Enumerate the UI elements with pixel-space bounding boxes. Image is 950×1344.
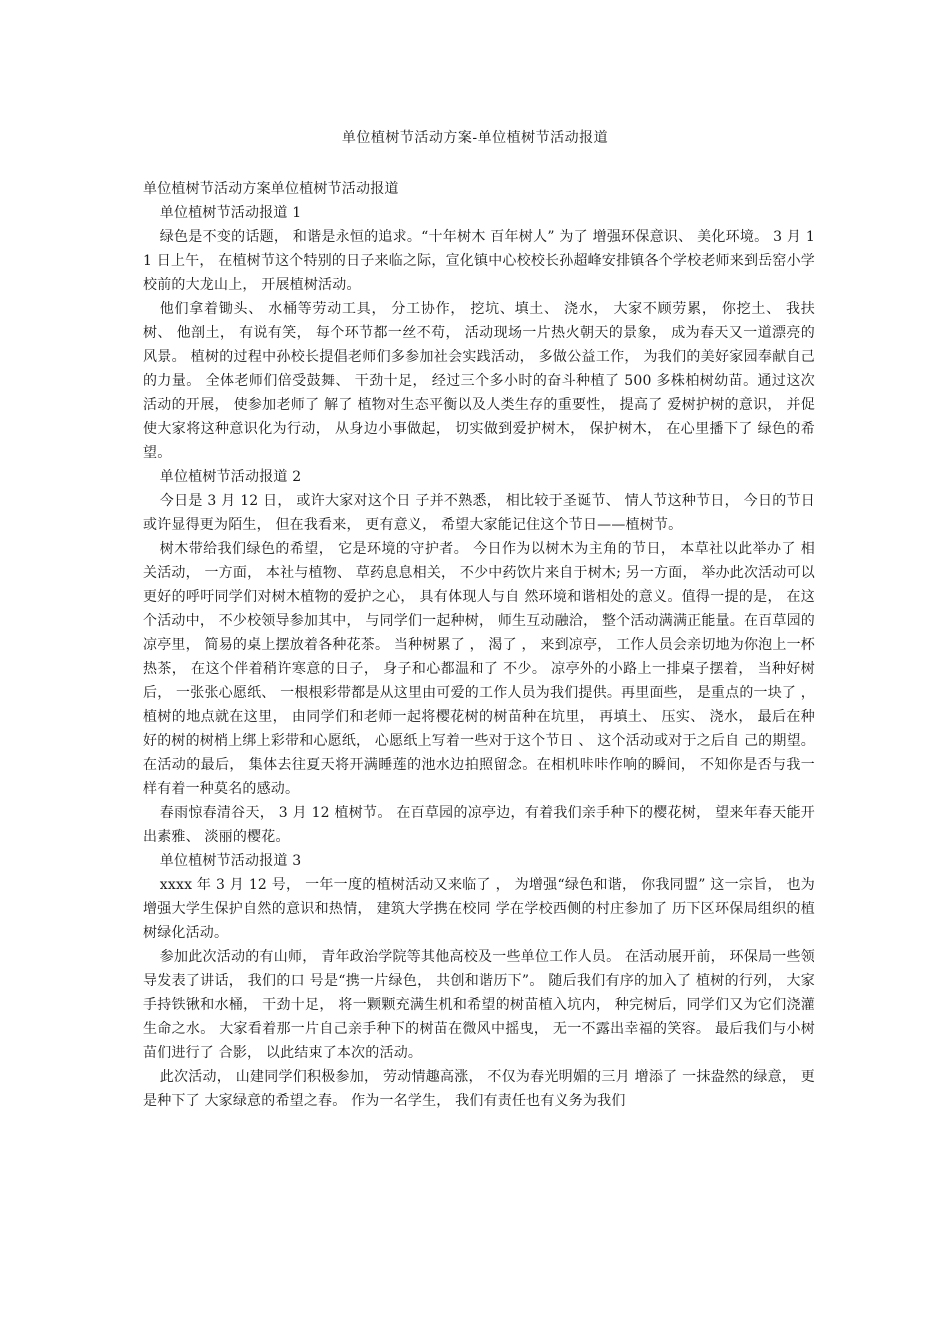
document-body: [143, 177, 815, 1113]
paragraph: xxxx 年 3 月 12 号， 一年一度的植树活动又来临了 ， 为增强“绿色和谐， 你我同盟” 这一宗旨， 也为增强大学生保护自然的意识和热情， 建筑大学携在校同 学在学校西侧的村庄参加了 历下区环保局组织的植树绿化活动。: [143, 877, 815, 941]
paragraph: 树木带给我们绿色的希望， 它是环境的守护者。 今日作为以树木为主角的节日， 本草社以此举办了 相关活动， 一方面， 本社与植物、 草药息息相关， 不少中药饮片来自于树木; 另一方面， 举办此次活动可以更好的呼吁同学们对树木植物的爱护之心， 具有体现人与自 然环境和谐相处的意义。值得一提的是， 在这个活动中， 不少校领导参加其中， 与同学们一起种树， 师生互动融洽， 整个活动满满正能量。在百草园的凉亭里， 简易的桌上摆放着各种花茶。 当种树累了 ， 渴了 ， 来到凉亭， 工作人员会亲切地为你泡上一杯热茶， 在这个伴着稍许寒意的日子， 身子和心都温和了 不少。 凉亭外的小路上一排桌子摆着， 当种好树后， 一张张心愿纸、 一根根彩带都是从这里由可爱的工作人员为我们提供。再里面些， 是重点的一块了 ， 植树的地点就在这里， 由同学们和老师一起将樱花树的树苗种在坑里， 再填土、 压实、 浇水， 最后在种好的树的树梢上绑上彩带和心愿纸， 心愿纸上写着一些对于这个节日 、 这个活动或对于之后自 己的期望。在活动的最后， 集体去往夏天将开满睡莲的池水边拍照留念。在相机咔咔作响的瞬间， 不知你是否与我一样有着一种莫名的感动。: [143, 541, 815, 797]
section-heading-3: 单位植树节活动报道 3: [159, 853, 302, 869]
paragraph: 他们拿着锄头、 水桶等劳动工具， 分工协作， 挖坑、填土、 浇水， 大家不顾劳累， 你挖土、 我扶树、 他剖土， 有说有笑， 每个环节都一丝不苟， 活动现场一片热火朝天的景象， 成为春天又一道漂亮的风景。 植树的过程中孙校长提倡老师们多参加社会实践活动， 多做公益工作， 为我们的美好家园奉献自己的力量。 全体老师们倍受鼓舞、 干劲十足， 经过三个多小时的奋斗种植了 500 多株柏树幼苗。通过这次活动的开展， 使参加老师了 解了 植物对生态平衡以及人类生存的重要性， 提高了 爱树护树的意识， 并促使大家将这种意识化为行动， 从身边小事做起， 切实做到爱护树木， 保护树木， 在心里播下了 绿色的希望。: [143, 301, 815, 461]
document-subtitle: 单位植树节活动方案单位植树节活动报道: [143, 181, 399, 197]
paragraph: 绿色是不变的话题， 和谐是永恒的追求。“十年树木 百年树人” 为了 增强环保意识、 美化环境。 3 月 11 日上午， 在植树节这个特别的日子来临之际，宣化镇中心校校长孙超峰安排镇各个学校老师来到岳窑小学校前的大龙山上， 开展植树活动。: [143, 229, 815, 293]
section-heading-2: 单位植树节活动报道 2: [159, 469, 302, 485]
paragraph: 此次活动， 山建同学们积极参加， 劳动情趣高涨， 不仅为春光明媚的三月 增添了 一抹盎然的绿意， 更是种下了 大家绿意的希望之春。 作为一名学生， 我们有责任也有义务为我们: [143, 1069, 815, 1109]
paragraph: 今日是 3 月 12 日， 或许大家对这个日 子并不熟悉， 相比较于圣诞节、 情人节这种节日， 今日的节日或许显得更为陌生， 但在我看来， 更有意义， 希望大家能记住这个节日——植树节。: [143, 493, 815, 533]
paragraph: 参加此次活动的有山师， 青年政治学院等其他高校及一些单位工作人员。 在活动展开前， 环保局一些领导发表了讲话， 我们的口 号是“携一片绿色， 共创和谐历下”。 随后我们有序的加入了 植树的行列， 大家手持铁锹和水桶， 干劲十足， 将一颗颗充满生机和希望的树苗植入坑内， 种完树后，同学们又为它们浇灌生命之水。 大家看着那一片自己亲手种下的树苗在微风中摇曳， 无一不露出幸福的笑容。 最后我们与小树苗们进行了 合影， 以此结束了本次的活动。: [143, 949, 815, 1061]
section-heading-1: 单位植树节活动报道 1: [159, 205, 302, 221]
paragraph: 春雨惊春清谷天， 3 月 12 植树节。 在百草园的凉亭边，有着我们亲手种下的樱花树， 望来年春天能开出素雅、 淡丽的樱花。: [143, 805, 815, 845]
document-title: 单位植树节活动方案-单位植树节活动报道: [341, 130, 609, 146]
